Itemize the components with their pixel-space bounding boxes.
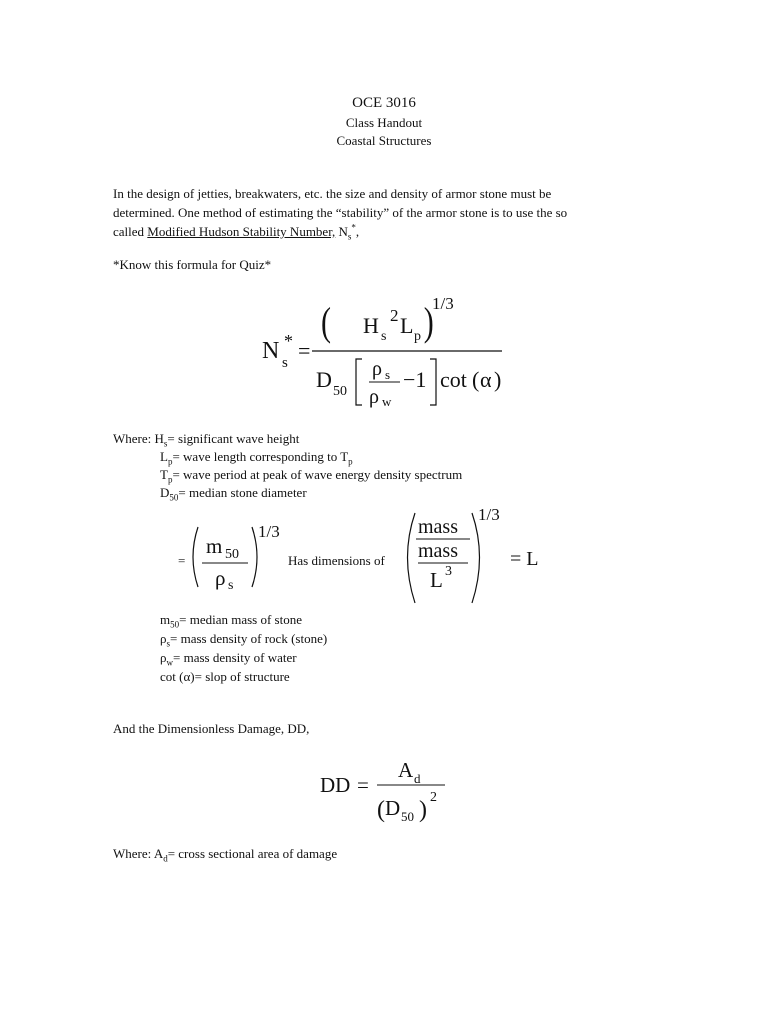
svg-text:(: (	[472, 367, 480, 392]
damage-formula	[315, 755, 455, 830]
svg-text:): )	[419, 797, 427, 823]
d50-formula	[170, 505, 550, 610]
svg-text:m: m	[206, 534, 223, 558]
svg-text:w: w	[382, 394, 392, 409]
doc-type: Class Handout	[345, 115, 423, 130]
def-rho-s: $\rho_s=$ mass density of rock (stone)	[160, 631, 328, 649]
damage-definition: Where: $A_d=$ cross sectional area of damage	[113, 846, 338, 864]
intro-paragraph	[113, 184, 673, 241]
svg-text:=: =	[298, 338, 311, 363]
svg-text:D: D	[316, 367, 332, 392]
svg-text:s: s	[228, 578, 234, 593]
hudson-number-term: Modified Hudson Stability Number,	[147, 224, 336, 239]
svg-text:1/3: 1/3	[258, 522, 280, 541]
svg-text:D: D	[385, 796, 401, 820]
def-Tp: $T_p=$ wave period at peak of wave energy density spectrum	[160, 467, 463, 485]
svg-text:d: d	[414, 771, 421, 786]
doc-topic: Coastal Structures	[336, 133, 432, 148]
definitions-list-2	[160, 610, 327, 686]
svg-text:Has dimensions of: Has dimensions of	[288, 553, 385, 568]
svg-text:ρ: ρ	[215, 566, 226, 590]
svg-text:DD: DD	[320, 773, 351, 797]
svg-text:mass: mass	[418, 516, 458, 538]
svg-text:α: α	[480, 367, 492, 392]
svg-text:2: 2	[390, 306, 399, 325]
svg-text:*: *	[284, 331, 293, 351]
course-code: OCE 3016	[352, 95, 416, 111]
svg-text:N: N	[262, 338, 280, 364]
svg-text:ρ: ρ	[369, 386, 379, 408]
svg-text:s: s	[381, 329, 387, 344]
def-m50: $m_{50}=$ median mass of stone	[160, 612, 302, 630]
intro-line-1: In the design of jetties, breakwaters, etc. the size and density of armor stone must be	[113, 186, 552, 201]
svg-text:): )	[494, 367, 502, 392]
svg-text:2: 2	[430, 790, 437, 805]
svg-text:p: p	[414, 329, 421, 344]
hudson-formula	[240, 285, 530, 415]
svg-text:50: 50	[333, 384, 347, 399]
svg-text:1/3: 1/3	[478, 505, 500, 524]
def-Hs: Where: $H_s=$ significant wave height	[113, 431, 300, 449]
svg-text:(: (	[377, 797, 385, 823]
intro-line-2: determined. One method of estimating the “stability” of the armor stone is to use the so	[113, 205, 568, 220]
svg-text:L: L	[400, 313, 414, 338]
svg-text:H: H	[363, 313, 379, 338]
intro-line-3: called Modified Hudson Stability Number, $N_s^*$,	[113, 222, 360, 242]
def-rho-w: $\rho_w=$ mass density of water	[160, 650, 297, 668]
def-cot-alpha: cot (α)= slop of structure	[160, 669, 290, 684]
svg-text:= L: = L	[510, 548, 539, 570]
svg-text:s: s	[385, 367, 391, 382]
def-Lp: $L_p=$ wave length corresponding to $T_p$	[160, 449, 353, 467]
svg-text:=: =	[357, 773, 369, 797]
definitions-list	[113, 430, 462, 502]
svg-text:−1: −1	[403, 367, 427, 392]
damage-intro: And the Dimensionless Damage, DD,	[113, 721, 310, 736]
svg-text:1/3: 1/3	[432, 294, 454, 313]
svg-text:(: (	[321, 298, 331, 345]
svg-text:=: =	[178, 553, 186, 568]
svg-text:50: 50	[225, 547, 239, 562]
svg-text:3: 3	[445, 564, 452, 579]
svg-text:L: L	[430, 568, 443, 592]
quiz-note: *Know this formula for Quiz*	[113, 257, 272, 272]
svg-text:mass: mass	[418, 540, 458, 562]
def-D50: $D_{50}=$ median stone diameter	[160, 485, 307, 503]
svg-text:cot: cot	[440, 367, 467, 392]
svg-text:s: s	[282, 355, 288, 371]
svg-text:): )	[423, 298, 434, 345]
svg-text:A: A	[398, 758, 414, 782]
svg-text:50: 50	[401, 809, 414, 824]
svg-text:ρ: ρ	[372, 358, 382, 380]
